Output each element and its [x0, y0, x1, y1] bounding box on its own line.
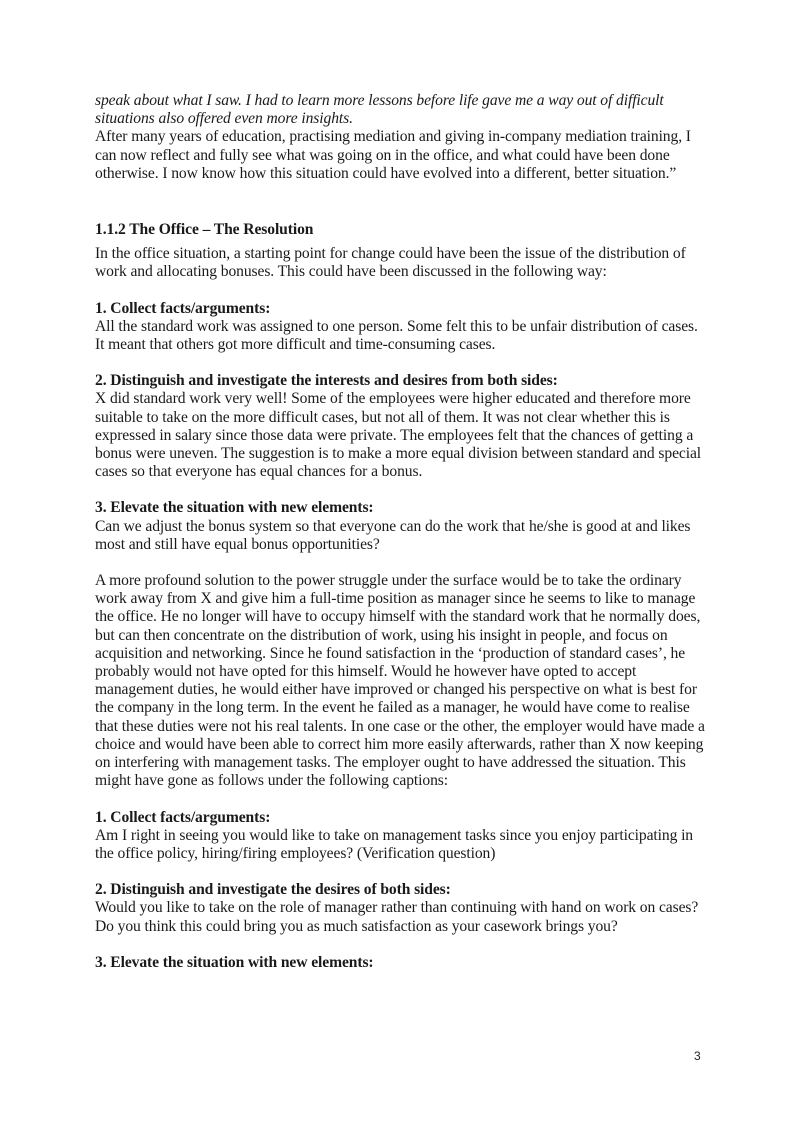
page-number: 3 [694, 1049, 701, 1063]
reflection-paragraph: After many years of education, practising mediation and giving in-company mediation training, I can now reflect and fully see what was going on in the office, and what could have been done otherwise. I now know how this situation could have evolved into a different, better situation.” [95, 128, 691, 182]
section-intro: In the office situation, a starting point for change could have been the issue of the distribution of work and allocating bonuses. This could have been discussed in the following way: [95, 245, 686, 281]
section-heading: 1.1.2 The Office – The Resolution [95, 221, 314, 239]
document-page [95, 92, 705, 972]
step-block [95, 954, 705, 972]
step-body: All the standard work was assigned to one person. Some felt this to be unfair distribution of cases. It meant that others got more difficult and time-consuming cases. [95, 317, 698, 354]
step-block [95, 499, 705, 554]
step-body: X did standard work very well! Some of the employees were higher educated and therefore more suitable to take on the more difficult cases, but not all of them. It was not clear whether this is expressed in salary since those data were private. The employees felt that the chances of getting a bonus were uneven. The suggestion is to make a more equal division between standard and special cases so that everyone has equal chances for a bonus. [95, 390, 701, 481]
step-title: 2. Distinguish and investigate the interests and desires from both sides: [95, 372, 558, 390]
step-block [95, 809, 705, 864]
quote-italic-text: speak about what I saw. I had to learn more lessons before life gave me a way out of difficult situations also offered even more insights. [95, 92, 664, 128]
step-title: 3. Elevate the situation with new elements: [95, 499, 374, 517]
step-title: 1. Collect facts/arguments: [95, 299, 271, 317]
step-title: 1. Collect facts/arguments: [95, 808, 271, 826]
step-block [95, 881, 705, 936]
step-block [95, 300, 705, 355]
step-body: Can we adjust the bonus system so that everyone can do the work that he/she is good at and likes most and still have equal bonus opportunities? [95, 517, 691, 553]
step-body: Am I right in seeing you would like to take on management tasks since you enjoy participating in the office policy, hiring/firing employees? (Verification question) [95, 826, 693, 862]
step-title: 2. Distinguish and investigate the desires of both sides: [95, 881, 451, 899]
step-block [95, 372, 705, 481]
profound-solution-paragraph: A more profound solution to the power struggle under the surface would be to take the ordinary work away from X and give him a full-time position as manager since he seems to like to manage the office. He no longer will have to occupy himself with the standard work that he normally does, but can then concentrate on the distribution of work, using his insight in people, and focus on acquisition and networking. Since he found satisfaction in the ‘production of standard cases’, he probably would not have opted for this himself. Would he however have opted to accept management duties, he would either have improved or changed his perspective on what is best for the company in the long term. In the event he failed as a manager, he would have come to realise that these duties were not his real talents. In one case or the other, the employer would have made a choice and would have been able to correct him more easily afterwards, rather than X now keeping on interfering with management tasks. The employer ought to have addressed the situation. This might have gone as follows under the following captions: [95, 572, 705, 790]
step-body: Would you like to take on the role of manager rather than continuing with hand on work on cases? Do you think this could bring you as much satisfaction as your casework brings you? [95, 899, 699, 935]
step-title: 3. Elevate the situation with new elements: [95, 953, 374, 971]
